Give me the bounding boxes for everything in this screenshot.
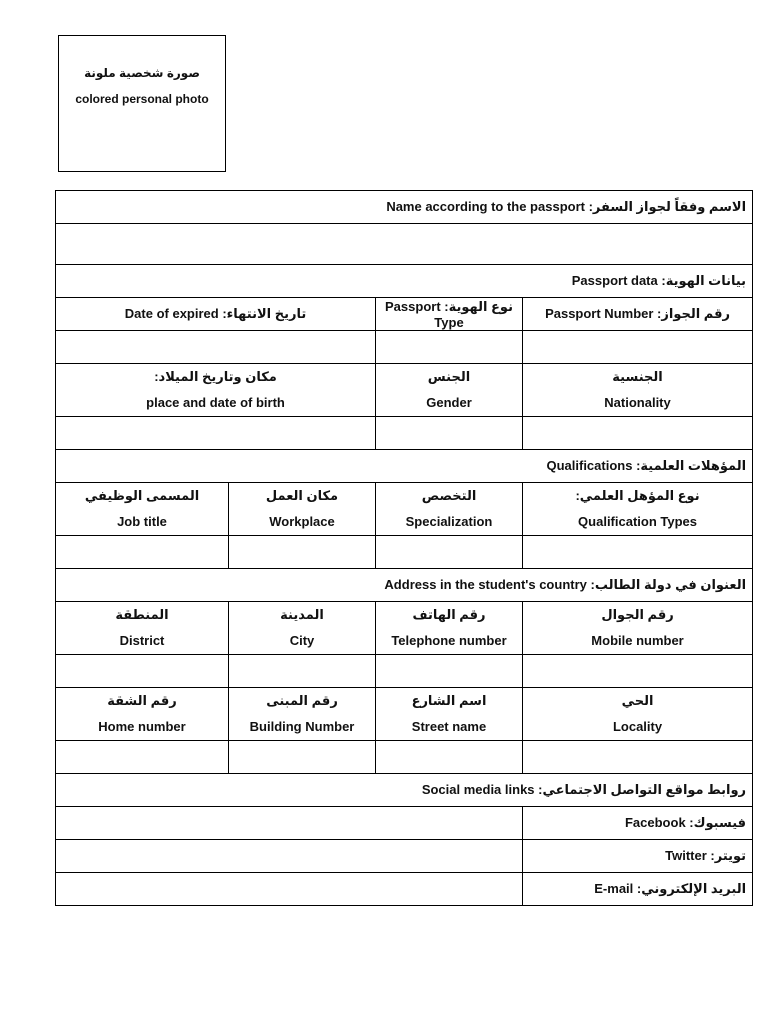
locality-label-english: Locality xyxy=(612,719,663,734)
city-label-english: City xyxy=(289,633,315,648)
home-number-field[interactable] xyxy=(56,741,229,774)
twitter-row xyxy=(56,840,753,873)
job-title-label-arabic: المسمى الوظيفي xyxy=(84,488,200,503)
district-label-arabic: المنطقة xyxy=(115,607,169,622)
district-field[interactable] xyxy=(56,655,229,688)
qualifications-section-label: المؤهلات العلمية: Qualifications xyxy=(56,450,753,483)
job-title-field[interactable] xyxy=(56,536,229,569)
email-label: البريد الإلكتروني: E-mail xyxy=(523,873,753,906)
personal-photo-box[interactable] xyxy=(58,35,226,172)
specialization-label-arabic: التخصص xyxy=(421,488,477,503)
district-label-english: District xyxy=(119,633,165,648)
passport-labels-row xyxy=(56,298,753,331)
name-label: الاسم وفقاً لجواز السفر: Name according to the passport xyxy=(56,191,753,224)
home-number-label-arabic: رقم الشقة xyxy=(107,693,177,708)
passport-number-field[interactable] xyxy=(523,331,753,364)
nationality-label-cell xyxy=(523,364,753,417)
district-label-cell xyxy=(56,602,229,655)
birth-field[interactable] xyxy=(56,417,376,450)
telephone-label-cell xyxy=(376,602,523,655)
locality-label-arabic: الحي xyxy=(621,693,654,708)
mobile-label-arabic: رقم الجوال xyxy=(601,607,674,622)
address-section-label: العنوان في دولة الطالب: Address in the student's country xyxy=(56,569,753,602)
building-number-field[interactable] xyxy=(229,741,376,774)
locality-field[interactable] xyxy=(523,741,753,774)
qualification-type-label-arabic: نوع المؤهل العلمي: xyxy=(575,488,700,503)
workplace-label-cell xyxy=(229,483,376,536)
qualifications-entry-row xyxy=(56,536,753,569)
nationality-field[interactable] xyxy=(523,417,753,450)
birth-label-english: place and date of birth xyxy=(146,395,285,410)
home-number-label-cell xyxy=(56,688,229,741)
city-field[interactable] xyxy=(229,655,376,688)
specialization-label-english: Specialization xyxy=(405,514,493,529)
building-number-label-cell xyxy=(229,688,376,741)
street-name-label-cell xyxy=(376,688,523,741)
social-section-row xyxy=(56,774,753,807)
facebook-field[interactable] xyxy=(56,807,523,840)
address-labels-row-1 xyxy=(56,602,753,655)
qualification-type-label-english: Qualification Types xyxy=(578,514,697,529)
mobile-label-english: Mobile number xyxy=(591,633,684,648)
name-row xyxy=(56,191,753,224)
nationality-label-english: Nationality xyxy=(604,395,671,410)
gender-label-arabic: الجنس xyxy=(427,369,471,384)
passport-number-label-text: رقم الجواز: Passport Number xyxy=(545,306,730,321)
birth-label-arabic: مكان وتاريخ الميلاد: xyxy=(154,369,277,384)
application-form xyxy=(55,190,753,906)
specialization-label-cell xyxy=(376,483,523,536)
twitter-field[interactable] xyxy=(56,840,523,873)
gender-label-english: Gender xyxy=(426,395,472,410)
address-entry-row-2 xyxy=(56,741,753,774)
home-number-label-english: Home number xyxy=(98,719,186,734)
qualifications-labels-row xyxy=(56,483,753,536)
passport-type-label-text: نوع الهوية: Passport Type xyxy=(385,298,513,330)
expiry-field[interactable] xyxy=(56,331,376,364)
street-name-label-arabic: اسم الشارع xyxy=(411,693,487,708)
social-section-label: روابط مواقع التواصل الاجتماعي: Social media links xyxy=(56,774,753,807)
street-name-field[interactable] xyxy=(376,741,523,774)
job-title-label-english: Job title xyxy=(117,514,167,529)
photo-label-english: colored personal photo xyxy=(75,92,209,106)
email-row xyxy=(56,873,753,906)
passport-number-label xyxy=(523,298,753,331)
telephone-field[interactable] xyxy=(376,655,523,688)
twitter-label: تويتر: Twitter xyxy=(523,840,753,873)
specialization-field[interactable] xyxy=(376,536,523,569)
building-number-label-english: Building Number xyxy=(249,719,355,734)
workplace-field[interactable] xyxy=(229,536,376,569)
job-title-label-cell xyxy=(56,483,229,536)
passport-entry-row xyxy=(56,331,753,364)
workplace-label-english: Workplace xyxy=(269,514,335,529)
qualification-type-field[interactable] xyxy=(523,536,753,569)
building-number-label-arabic: رقم المبنى xyxy=(266,693,338,708)
facebook-label: فيسبوك: Facebook xyxy=(523,807,753,840)
personal-entry-row xyxy=(56,417,753,450)
telephone-label-english: Telephone number xyxy=(391,633,507,648)
workplace-label-arabic: مكان العمل xyxy=(265,488,339,503)
birth-label-cell xyxy=(56,364,376,417)
passport-section-label: بيانات الهوية: Passport data xyxy=(56,265,753,298)
locality-label-cell xyxy=(523,688,753,741)
expiry-label-text: تاريخ الانتهاء: Date of expired xyxy=(124,306,307,321)
personal-labels-row xyxy=(56,364,753,417)
telephone-label-arabic: رقم الهاتف xyxy=(412,607,486,622)
city-label-arabic: المدينة xyxy=(280,607,324,622)
name-field[interactable] xyxy=(56,224,753,265)
qualifications-section-row xyxy=(56,450,753,483)
mobile-field[interactable] xyxy=(523,655,753,688)
facebook-row xyxy=(56,807,753,840)
gender-field[interactable] xyxy=(376,417,523,450)
expiry-label xyxy=(56,298,376,331)
address-section-row xyxy=(56,569,753,602)
address-labels-row-2 xyxy=(56,688,753,741)
name-entry-row xyxy=(56,224,753,265)
street-name-label-english: Street name xyxy=(411,719,487,734)
passport-section-row xyxy=(56,265,753,298)
address-entry-row-1 xyxy=(56,655,753,688)
email-field[interactable] xyxy=(56,873,523,906)
photo-label-arabic: صورة شخصية ملونة xyxy=(84,66,200,80)
mobile-label-cell xyxy=(523,602,753,655)
gender-label-cell xyxy=(376,364,523,417)
passport-type-field[interactable] xyxy=(376,331,523,364)
city-label-cell xyxy=(229,602,376,655)
nationality-label-arabic: الجنسية xyxy=(612,369,663,384)
qualification-type-label-cell xyxy=(523,483,753,536)
passport-type-label xyxy=(376,298,523,331)
